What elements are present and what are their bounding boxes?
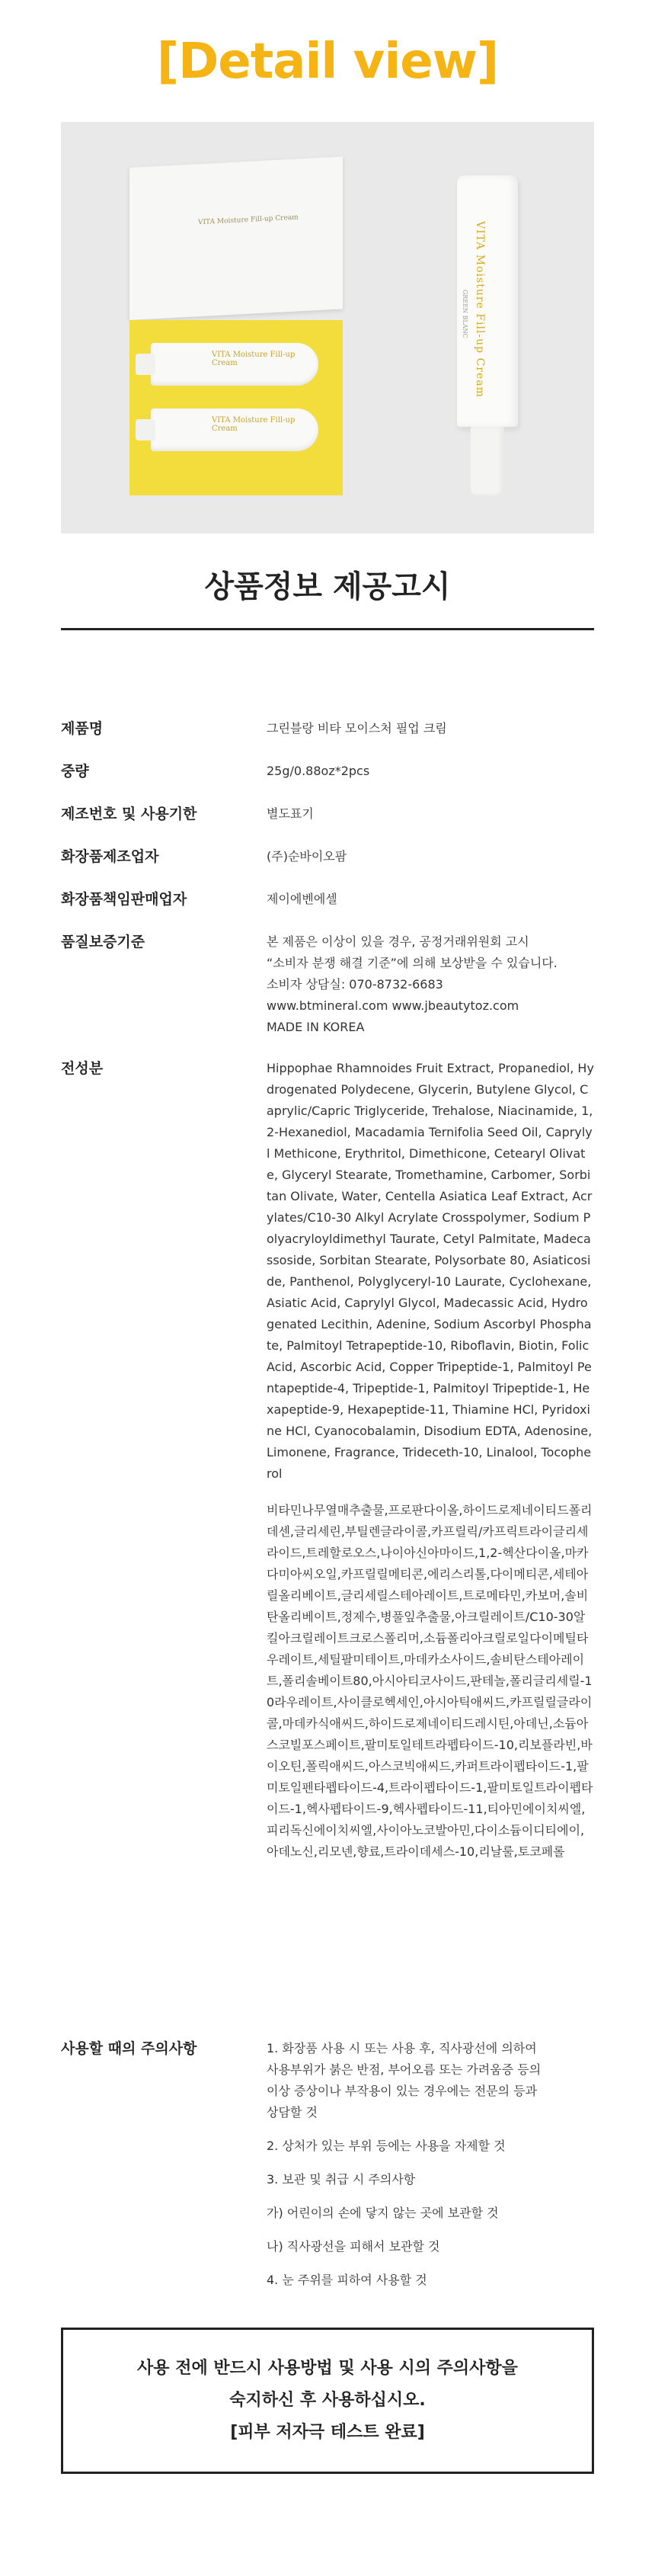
- info-table: [61, 718, 594, 1863]
- cream-tube-cap: [471, 427, 504, 495]
- ingredients-ko: 비타민나무열매추출물,프로판다이올,하이드로제네이티드폴리데센,글리세린,부틸렌글라이콜,카프릴릭/카프릭트라이글리세라이드,트레할로오스,나이아신아마이드,1,2-헥산다이올,마카다미아씨오일,카프릴릴메티콘,에리스리톨,다이메티콘,세테아릴올리베이트,글리세릴스테아레이트,트로메타민,카보머,솔비탄올리베이트,정제수,병풀잎추출물,아크릴레이트/C10-30알킬아크릴레이트크로스폴리머,소듐폴리아크릴로일다이메틸타우레이트,세틸팔미테이트,마데카소사이드,솔비탄스테아레이트,폴리솔베이트80,아시아티코사이드,판테놀,폴리글리세릴-10라우레이트,사이클로헥세인,아시아틱애씨드,카프릴릴글라이콜,마데카식애씨드,하이드로제네이티드레시틴,아데닌,소듐아스코빌포스페이트,팔미토일테트라펩타이드-10,리보플라빈,바이오틴,폴릭애씨드,아스코빅애씨드,카퍼트라이펩타이드-1,팔미토일펜타펩타이드-4,트라이펩타이드-1,팔미토일트라이펩타이드-1,헥사펩타이드-9,헥사펩타이드-11,티아민에이치씨엘,피리독신에이치씨엘,사이아노코발아민,다이소듐이디티에이,아데노신,리모넨,향료,트라이데세스-10,리날룰,토코페롤: [267, 1503, 593, 1859]
- section-title: 상품정보 제공고시: [204, 569, 451, 604]
- notice-line: [피부 저자극 테스트 완료]: [230, 2423, 425, 2442]
- info-row: [61, 889, 594, 931]
- cream-tube-label: VITA Moisture Fill-up Cream: [474, 221, 486, 398]
- page-title: [Detail view]: [156, 34, 499, 90]
- ingredients-row-ko: [61, 1500, 594, 1863]
- info-row: [61, 718, 594, 761]
- cream-tube-brand: GREEN BLANC: [462, 290, 468, 338]
- info-row: [61, 846, 594, 889]
- ingredients-row: [61, 1058, 594, 1485]
- info-value: 제이에벤에셀: [267, 892, 337, 906]
- caution-item: 2. 상처가 있는 부위 등에는 사용을 자제할 것: [267, 2139, 506, 2153]
- info-row: [61, 761, 594, 803]
- info-row: [61, 931, 594, 1058]
- info-value: 그린블랑 비타 모이스처 필업 크림: [267, 721, 447, 735]
- cream-tube-body: [457, 175, 518, 427]
- notice-box: [61, 2328, 594, 2474]
- info-value: 25g/0.88oz*2pcs: [267, 764, 370, 778]
- caution-item: 나) 직사광선을 피해서 보관할 것: [267, 2239, 440, 2254]
- info-row: [61, 803, 594, 846]
- info-value: 본 제품은 이상이 있을 경우, 공정거래위원회 고시 “소비자 분쟁 해결 기준”에 의해 보상받을 수 있습니다. 소비자 상담실: 070-8732-6683 www.btmineral.com www.jbeautytoz.com MADE IN KOREA: [267, 934, 558, 1034]
- info-key: 품질보증기준: [61, 934, 145, 950]
- info-key: 제조번호 및 사용기한: [61, 806, 197, 822]
- ingredients-en: Hippophae Rhamnoides Fruit Extract, Propanediol, Hydrogenated Polydecene, Glycerin, Butylene Glycol, Caprylic/Capric Triglyceride, Trehalose, Niacinamide, 1,2-Hexanediol, Macadamia Ternifolia Seed Oil, Caprylyl Methicone, Erythritol, Dimethicone, Cetearyl Olivate, Glyceryl Stearate, Tromethamine, Carbomer, Sorbitan Olivate, Water, Centella Asiatica Leaf Extract, Acrylates/C10-30 Alkyl Acrylate Crosspolymer, Sodium Polyacryloyldimethyl Taurate, Cetyl Palmitate, Madecassoside, Sorbitan Stearate, Polysorbate 80, Asiaticoside, Panthenol, Polyglyceryl-10 Laurate, Cyclohexane, Asiatic Acid, Caprylyl Glycol, Madecassic Acid, Hydrogenated Lecithin, Adenine, Sodium Ascorbyl Phosphate, Palmitoyl Tetrapeptide-10, Riboflavin, Biotin, Folic Acid, Ascorbic Acid, Copper Tripeptide-1, Palmitoyl Pentapeptide-4, Tripeptide-1, Palmitoyl Tripeptide-1, Hexapeptide-9, Hexapeptide-11, Thiamine HCl, Pyridoxine HCl, Cyanocobalamin, Disodium EDTA, Adenosine, Limonene, Fragrance, Trideceth-10, Linalool, Tocopherol: [267, 1061, 594, 1481]
- box-tray: [129, 320, 343, 495]
- info-key: 전성분: [61, 1060, 104, 1077]
- notice-line: 사용 전에 반드시 사용방법 및 사용 시의 주의사항을: [137, 2359, 518, 2378]
- mini-tube: [151, 409, 318, 451]
- info-key: 제품명: [61, 720, 104, 737]
- caution-item: 가) 어린이의 손에 닿지 않는 곳에 보관할 것: [267, 2206, 499, 2220]
- mini-tube-label: VITA Moisture Fill-up Cream: [212, 351, 296, 367]
- mini-tube-cap: [136, 354, 155, 375]
- box-lid-text: VITA Moisture Fill-up Cream: [198, 213, 299, 227]
- mini-tube-label: VITA Moisture Fill-up Cream: [212, 416, 296, 433]
- mini-tube-cap: [136, 419, 155, 441]
- divider: [61, 628, 594, 630]
- cautions-title: 사용할 때의 주의사항: [61, 2040, 197, 2057]
- cautions-list: [267, 2038, 594, 2291]
- box-lid: [129, 156, 343, 320]
- caution-item: 3. 보관 및 취급 시 주의사항: [267, 2172, 416, 2187]
- info-key: 화장품책임판매업자: [61, 891, 187, 908]
- cream-tube: [457, 175, 518, 495]
- product-box: [129, 168, 343, 488]
- info-value: (주)순바이오팜: [267, 849, 347, 863]
- product-image: [61, 122, 594, 533]
- info-key: 화장품제조업자: [61, 848, 159, 865]
- notice-line: 숙지하신 후 사용하십시오.: [229, 2391, 426, 2410]
- cautions-section: [61, 2038, 594, 2303]
- info-key: 중량: [61, 763, 89, 780]
- caution-item: 1. 화장품 사용 시 또는 사용 후, 직사광선에 의하여 사용부위가 붉은 반점, 부어오름 또는 가려움증 등의 이상 증상이나 부작용이 있는 경우에는 전문의 등과 상담할 것: [267, 2041, 542, 2119]
- info-value: 별도표기: [267, 806, 314, 821]
- mini-tube: [151, 343, 318, 386]
- caution-item: 4. 눈 주위를 피하여 사용할 것: [267, 2273, 427, 2287]
